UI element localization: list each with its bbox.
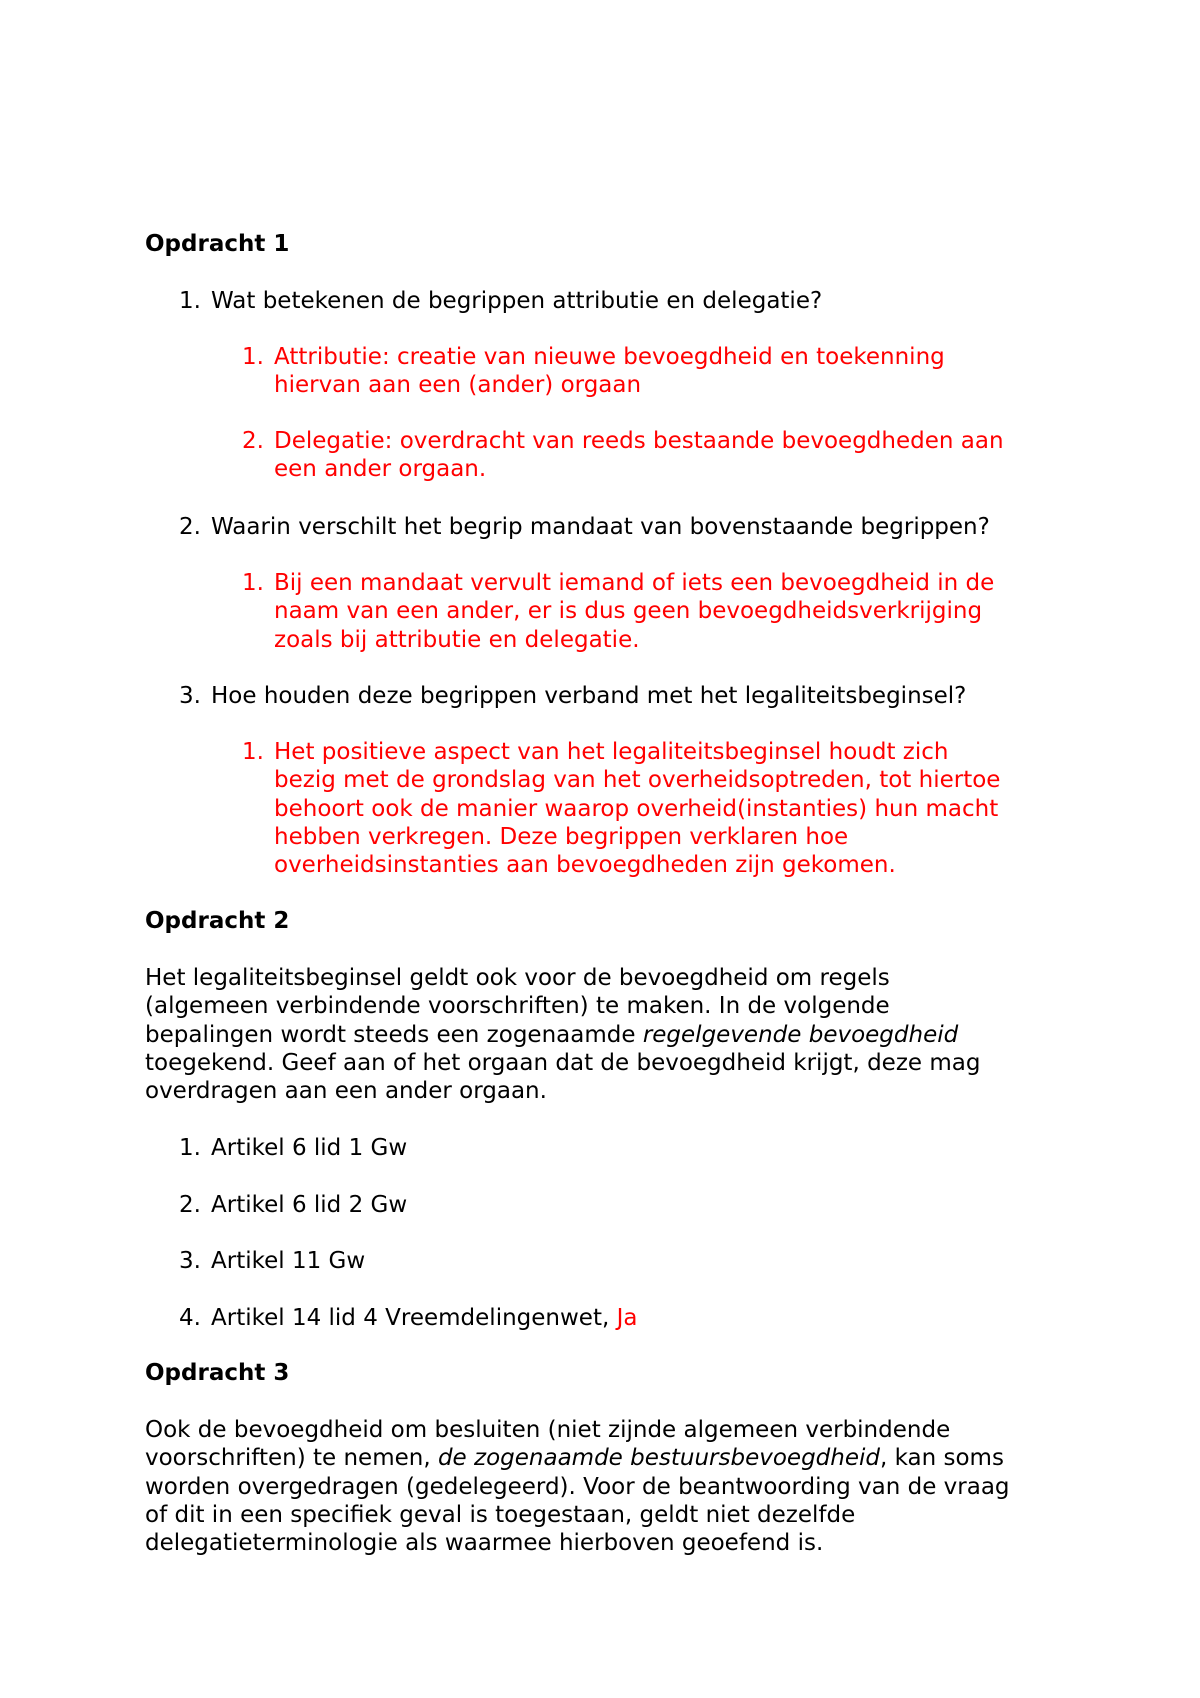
- list-number: 3.: [179, 683, 201, 709]
- list-number: 2.: [242, 428, 264, 454]
- answer-line: overheidsinstanties aan bevoegdheden zijn gekomen.: [274, 852, 896, 879]
- paragraph-line: bepalingen wordt steeds een zogenaamde: [145, 1021, 643, 1048]
- list-number: 2.: [179, 514, 201, 540]
- emphasis-text: regelgevende bevoegdheid: [642, 1021, 959, 1048]
- list-number: 1.: [242, 570, 264, 596]
- paragraph-line: voorschriften) te nemen,: [145, 1445, 438, 1472]
- paragraph-line: of dit in een specifiek geval is toegestaan, geldt niet dezelfde: [145, 1501, 856, 1528]
- list-number: 3.: [179, 1248, 201, 1274]
- answer-line: naam van een ander, er is dus geen bevoegdheidsverkrijging: [274, 598, 983, 625]
- list-number: 1.: [242, 344, 264, 370]
- paragraph-line: overdragen aan een ander orgaan.: [145, 1078, 547, 1105]
- answer-line: Attributie: creatie van nieuwe bevoegdheid en toekenning: [274, 344, 945, 370]
- list-number: 1.: [242, 739, 264, 765]
- paragraph-line: Ook de bevoegdheid om besluiten (niet zijnde algemeen verbindende: [145, 1417, 951, 1443]
- question-text: Wat betekenen de begrippen attributie en delegatie?: [211, 288, 823, 314]
- paragraph: [145, 1416, 1075, 1557]
- list-number: 1.: [179, 288, 201, 314]
- article-label: Artikel 14 lid 4 Vreemdelingenwet,: [211, 1305, 617, 1331]
- article-text: Artikel 6 lid 1 Gw: [211, 1135, 408, 1161]
- section-heading-2: Opdracht 2: [145, 908, 290, 934]
- answer-line: een ander orgaan.: [274, 456, 487, 483]
- paragraph-line: Het legaliteitsbeginsel geldt ook voor de bevoegdheid om regels: [145, 965, 890, 991]
- article-text: [211, 1304, 637, 1332]
- paragraph-line: worden overgedragen (gedelegeerd). Voor de beantwoording van de vraag: [145, 1473, 1010, 1500]
- paragraph-line: toegekend. Geef aan of het orgaan dat de bevoegdheid krijgt, deze mag: [145, 1049, 981, 1076]
- list-number: 2.: [179, 1192, 201, 1218]
- list-number: 1.: [179, 1135, 201, 1161]
- section-heading-3: Opdracht 3: [145, 1360, 290, 1386]
- paragraph: [145, 964, 1075, 1105]
- answer-line: Bij een mandaat vervult iemand of iets een bevoegdheid in de: [274, 570, 995, 596]
- emphasis-text: de zogenaamde bestuursbevoegdheid: [437, 1445, 880, 1472]
- answer-text: [274, 343, 945, 400]
- answer-line: hiervan aan een (ander) orgaan: [274, 372, 642, 399]
- answer-line: Delegatie: overdracht van reeds bestaande bevoegdheden aan: [274, 428, 1004, 454]
- question-text: Waarin verschilt het begrip mandaat van bovenstaande begrippen?: [211, 514, 990, 540]
- answer-line: zoals bij attributie en delegatie.: [274, 626, 640, 653]
- paragraph-line: , kan soms: [879, 1445, 1004, 1472]
- answer-text: [274, 569, 994, 654]
- answer-line: Het positieve aspect van het legaliteitsbeginsel houdt zich: [274, 739, 949, 765]
- answer-text: [274, 738, 1000, 879]
- list-number: 4.: [179, 1305, 201, 1331]
- answer-text: [274, 427, 1004, 484]
- article-text: Artikel 6 lid 2 Gw: [211, 1192, 408, 1218]
- paragraph-line: (algemeen verbindende voorschriften) te maken. In de volgende: [145, 993, 890, 1020]
- answer-line: behoort ook de manier waarop overheid(instanties) hun macht: [274, 795, 999, 822]
- question-text: Hoe houden deze begrippen verband met het legaliteitsbeginsel?: [211, 683, 967, 709]
- answer-line: hebben verkregen. Deze begrippen verklaren hoe: [274, 823, 849, 850]
- section-heading-1: Opdracht 1: [145, 231, 290, 257]
- article-text: Artikel 11 Gw: [211, 1248, 366, 1274]
- paragraph-line: delegatieterminologie als waarmee hierboven geoefend is.: [145, 1530, 824, 1557]
- answer-text: Ja: [616, 1305, 638, 1331]
- answer-line: bezig met de grondslag van het overheidsoptreden, tot hiertoe: [274, 767, 1001, 794]
